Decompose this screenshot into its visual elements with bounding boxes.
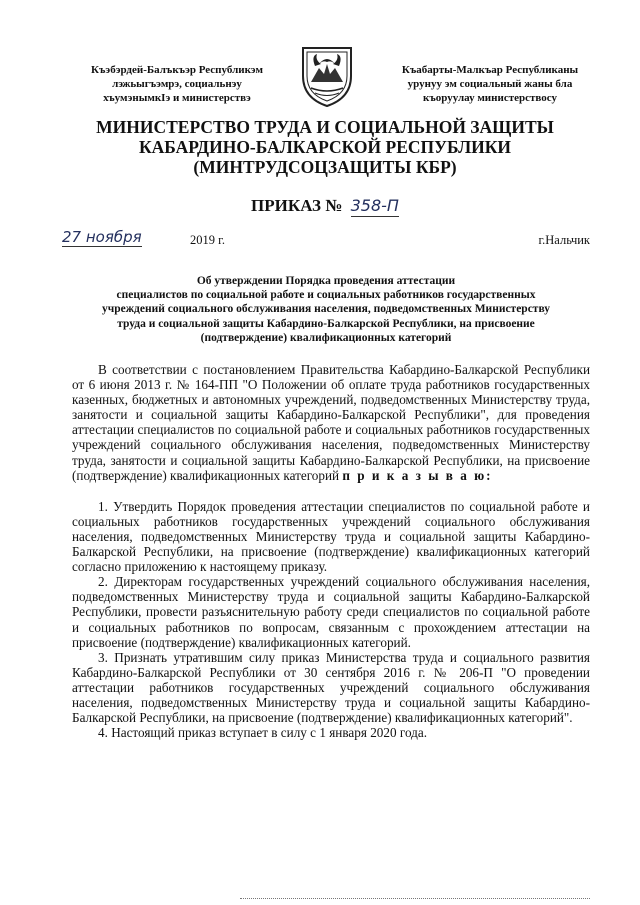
order-label: ПРИКАЗ № bbox=[251, 196, 343, 215]
order-body bbox=[72, 362, 590, 740]
footer-divider bbox=[240, 898, 590, 899]
order-heading bbox=[60, 196, 590, 217]
header-kabardian-line: Къэбэрдей-Балъкъэр Республикэм bbox=[91, 64, 263, 76]
header-balkarian-line: Къабарты-Малкъар Республиканы bbox=[401, 64, 579, 76]
header-kabardian-line: хъумэнымкIэ и министерствэ bbox=[103, 92, 251, 104]
order-subject bbox=[62, 274, 590, 345]
order-subject-line: труда и социальной защиты Кабардино-Балкарской Республики, на присвоение bbox=[117, 317, 535, 330]
header-balkarian-line: къоруулау министерствосу bbox=[423, 92, 557, 104]
date-row bbox=[62, 230, 590, 252]
order-subject-line: учреждений социального обслуживания населения, подведомственных Министерству bbox=[101, 303, 551, 316]
order-item-3: 3. Признать утратившим силу приказ Министерства труда и социального развития Кабардино-Балкарской Республики от 30 сентября 2016 г. № 206-П "О проведении аттестации работников государственных учреждений социального обслуживания населения, подведомственных Министерству труда и социальной защиты Кабардино-Балкарской Республики, на присвоение (подтверждение) квалификационных категорий". bbox=[72, 649, 590, 726]
paragraph-gap bbox=[72, 483, 590, 499]
coat-of-arms-emblem bbox=[297, 42, 357, 108]
order-number-handwritten: 358-П bbox=[350, 196, 399, 215]
decree-word: п р и к а з ы в а ю: bbox=[342, 467, 493, 483]
order-item-4: 4. Настоящий приказ вступает в силу с 1 января 2020 года. bbox=[98, 725, 428, 741]
header-kabardian bbox=[72, 63, 282, 105]
ministry-title-line: КАБАРДИНО-БАЛКАРСКОЙ РЕСПУБЛИКИ bbox=[138, 137, 512, 157]
order-subject-line: специалистов по социальной работе и социальных работников государственных bbox=[116, 289, 536, 302]
ministry-title-line: МИНИСТЕРСТВО ТРУДА И СОЦИАЛЬНОЙ ЗАЩИТЫ bbox=[96, 117, 554, 137]
order-subject-line: (подтверждение) квалификационных категорий bbox=[200, 331, 452, 344]
order-subject-line: Об утверждении Порядка проведения аттестации bbox=[196, 275, 456, 287]
header-balkarian bbox=[385, 63, 595, 105]
order-item-1: 1. Утвердить Порядок проведения аттестации специалистов по социальной работе и социальных работников государственных учреждений социального обслуживания населения, подведомственных Министерству труда и социальной защиты Кабардино-Балкарской Республики, на присвоение (подтверждение) квалификационных категорий согласно приложению к настоящему приказу. bbox=[72, 498, 590, 575]
order-city: г.Нальчик bbox=[538, 233, 590, 247]
order-item-2: 2. Директорам государственных учреждений социального обслуживания населения, подведомственных Министерству труда и социальной защиты Кабардино-Балкарской Республики, провести разъяснительную работу среди специалистов по социальной работе и социальных работников по вопросам, связанным с прохождением аттестации на присвоение (подтверждение) квалификационных категорий. bbox=[72, 574, 590, 650]
preamble-text: В соответствии с постановлением Правительства Кабардино-Балкарской Республики от 6 июня 2013 г. № 164-ПП "О Положении об оплате труда работников государственных казенных, бюджетных и автономных учреждений, подведомственных Министерству труда, занятости и социальной защиты Кабардино-Балкарской Республики", для проведения аттестации специалистов по социальной работе и социальных работников государственных учреждений социального обслуживания населения, подведомственных Министерству труда, занятости и социальной защиты Кабардино-Балкарской Республики, на присвоение (подтверждение) квалификационных категорий bbox=[72, 362, 590, 483]
ministry-title bbox=[60, 117, 590, 177]
order-year: 2019 г. bbox=[190, 233, 225, 247]
header-balkarian-line: урунуу эм социальный жаны бла bbox=[407, 78, 573, 90]
header-kabardian-line: лэжьыгъэмрэ, социальнэу bbox=[112, 78, 242, 90]
preamble-paragraph bbox=[72, 362, 590, 483]
ministry-title-line: (МИНТРУДСОЦЗАЩИТЫ КБР) bbox=[193, 157, 457, 177]
order-date-handwritten: 27 ноября bbox=[62, 228, 142, 246]
